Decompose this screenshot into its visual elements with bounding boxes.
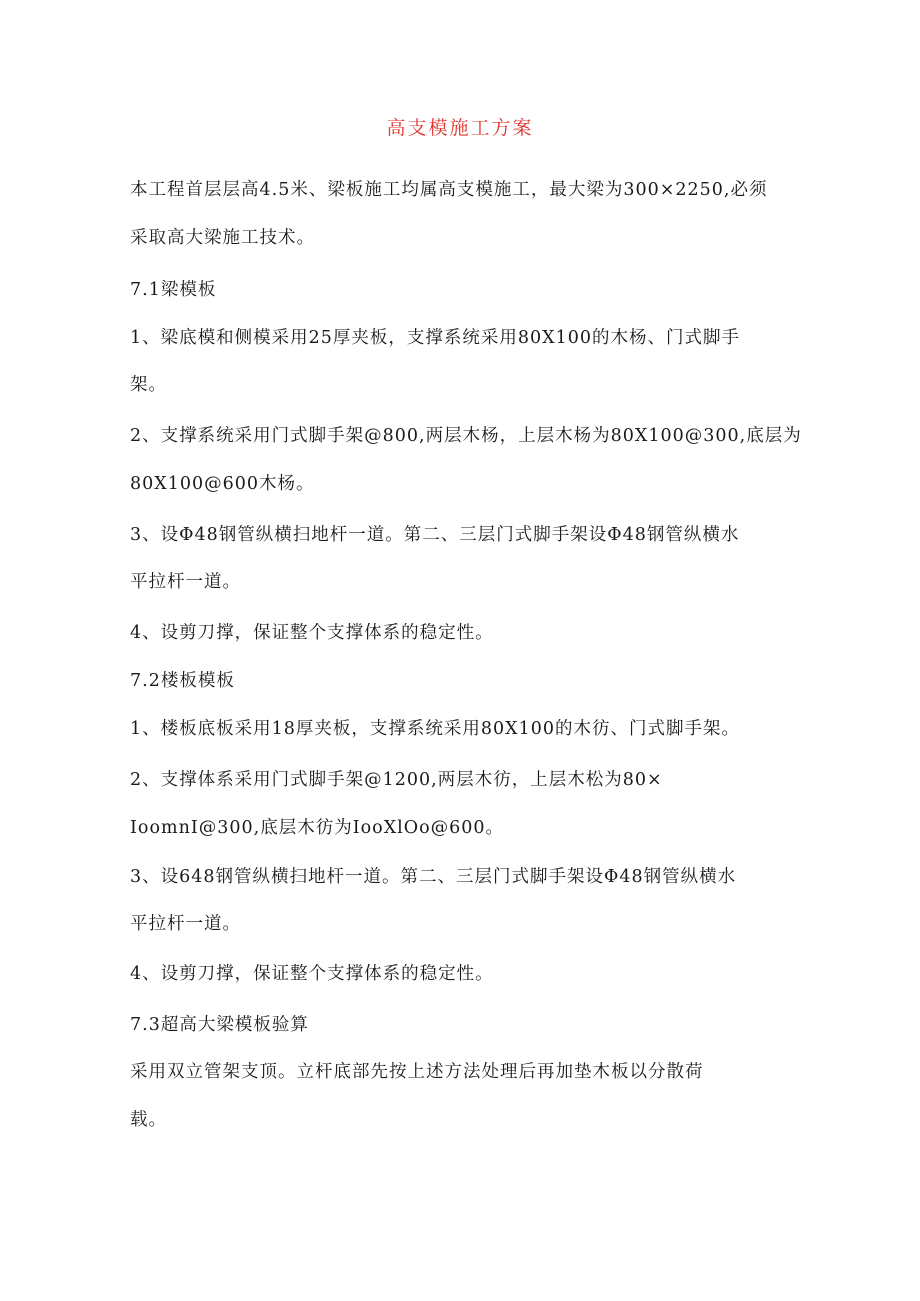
body-line: 3、设Φ48钢管纵横扫地杆一道。第二、三层门式脚手架设Φ48钢管纵横水 bbox=[130, 525, 740, 545]
body-line: 2、支撑系统采用门式脚手架@800,两层木杨，上层木杨为80X100@300,底层为 bbox=[130, 426, 802, 446]
body-line: 采取高大梁施工技术。 bbox=[130, 228, 315, 248]
body-line: 1、楼板底板采用18厚夹板，支撑系统采用80X100的木彷、门式脚手架。 bbox=[130, 719, 741, 739]
body-line: 载。 bbox=[130, 1110, 167, 1130]
section-heading-7-3: 7.3超高大梁模板验算 bbox=[130, 1015, 309, 1035]
body-line: 4、设剪刀撑，保证整个支撑体系的稳定性。 bbox=[130, 964, 494, 984]
body-line: 1、梁底模和侧模采用25厚夹板，支撑系统采用80X100的木杨、门式脚手 bbox=[130, 328, 741, 348]
body-line: IoomnI@300,底层木彷为IooXlOo@600。 bbox=[130, 818, 505, 838]
body-line: 架。 bbox=[130, 375, 167, 395]
section-heading-7-2: 7.2楼板模板 bbox=[130, 671, 235, 691]
body-line: 平拉杆一道。 bbox=[130, 572, 241, 592]
body-line: 4、设剪刀撑，保证整个支撑体系的稳定性。 bbox=[130, 623, 494, 643]
body-line: 3、设648钢管纵横扫地杆一道。第二、三层门式脚手架设Φ48钢管纵横水 bbox=[130, 867, 737, 887]
body-line: 80X100@600木杨。 bbox=[130, 474, 315, 494]
section-heading-7-1: 7.1梁模板 bbox=[130, 280, 217, 300]
body-line: 平拉杆一道。 bbox=[130, 914, 241, 934]
body-line: 2、支撑体系采用门式脚手架@1200,两层木彷，上层木松为80× bbox=[130, 770, 663, 790]
body-line: 本工程首层层高4.5米、梁板施工均属高支模施工，最大梁为300×2250,必须 bbox=[130, 180, 768, 200]
body-line: 采用双立管架支顶。立杆底部先按上述方法处理后再加垫木板以分散荷 bbox=[130, 1062, 704, 1082]
document-title: 高支模施工方案 bbox=[386, 117, 534, 139]
